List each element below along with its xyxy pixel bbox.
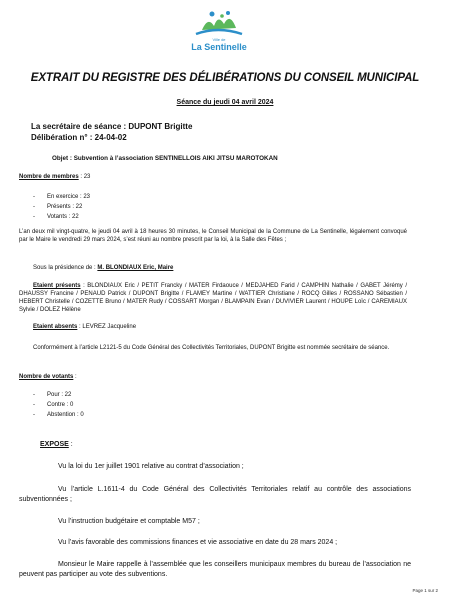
secretary-appointment: Conformément à l’article L2121-5 du Code Général des Collectivités Territoriales, DUPONT Brigitte est nommée secrétaire de séance. (33, 345, 390, 351)
session-secretary: La secrétaire de séance : DUPONT Brigitte (31, 122, 193, 131)
members-value: : 23 (78, 174, 91, 180)
list-item: - En exercice : 23 (33, 194, 91, 200)
deliberation-subject: Objet : Subvention à l’association SENTINELLOIS AIKI JITSU MAROTOKAN (52, 155, 278, 162)
expose-heading: EXPOSE (40, 441, 69, 448)
session-intro: L’an deux mil vingt-quatre, le jeudi 04 avril à 18 heures 30 minutes, le Conseil Municipal de la Commune de La Sentinelle, légalement convoqué par le Maire le vendredi 29 mars 2024, s’est réuni au nombre prescrit par la loi, à la Salle des Fêtes ; (19, 229, 407, 243)
list-item: - Abstention : 0 (33, 412, 84, 418)
presents-list: : BLONDIAUX Eric / PETIT Francky / MATER Firdaouce / MEDJAHED Farid / CAMPHIN Nathalie / GABET Jérémy / DHAUSSY Francine / PENAUD Patrick / DUPONT Brigitte / FLAMEY Martine / WATTIER Christiane / ROCQ Gilles / ROSSANO Sébastien / HEBERT Christelle / COZETTE Bruno / MATER Rudy / COSSART Morgan / BLAMPAIN Evan / DUVIVIER Laurent / HOUPE Loïc / CAREMIAUX Sylvie / DOLEZ Hélène (19, 283, 407, 313)
page-number: Page 1 sur 2 (412, 588, 438, 593)
members-label: Nombre de membres (19, 174, 79, 180)
vu-article-l1611: Vu l’article L.1611-4 du Code Général des Collectivités Territoriales relatif au contrôle des associations subventionnées ; (19, 486, 411, 503)
list-item: - Votants : 22 (33, 214, 79, 220)
vu-avis-commissions: Vu l’avis favorable des commissions finances et vie associative en date du 28 mars 2024 ; (58, 539, 338, 546)
maire-reminder: Monsieur le Maire rappelle à l’assemblée que les conseillers municipaux membres du bureau de l’association ne peuvent pas participer au vote des subventions. (19, 561, 411, 578)
logo-subtitle: Ville de (212, 37, 226, 42)
list-item: - Pour : 22 (33, 392, 72, 398)
list-item: - Contre : 0 (33, 402, 74, 408)
deliberation-number: Délibération n° : 24-04-02 (31, 133, 127, 142)
presidence-name: M. BLONDIAUX Eric, Maire (97, 265, 174, 271)
votes-value: : (73, 374, 77, 380)
presidence-prefix: Sous la présidence de : (33, 265, 98, 271)
list-item: - Présents : 22 (33, 204, 83, 210)
document-title: EXTRAIT DU REGISTRE DES DÉLIBÉRATIONS DU CONSEIL MUNICIPAL (30, 72, 420, 84)
town-logo (188, 8, 250, 52)
absents-list: : LEVREZ Jacqueline (77, 324, 137, 330)
votes-label: Nombre de votants (19, 374, 74, 380)
vu-loi-1901: Vu la loi du 1er juillet 1901 relative au contrat d’association ; (58, 463, 244, 470)
vu-instruction-m57: Vu l’instruction budgétaire et comptable M57 ; (58, 518, 200, 525)
logo-name: La Sentinelle (191, 42, 247, 52)
logo-graphic-icon (188, 8, 250, 40)
expose-suffix: : (68, 441, 73, 448)
presents-label: Etaient présents (33, 283, 81, 289)
session-date: Séance du jeudi 04 avril 2024 (176, 99, 274, 106)
votes-list (33, 390, 84, 420)
members-list (33, 192, 90, 222)
absents-label: Etaient absents (33, 324, 78, 330)
